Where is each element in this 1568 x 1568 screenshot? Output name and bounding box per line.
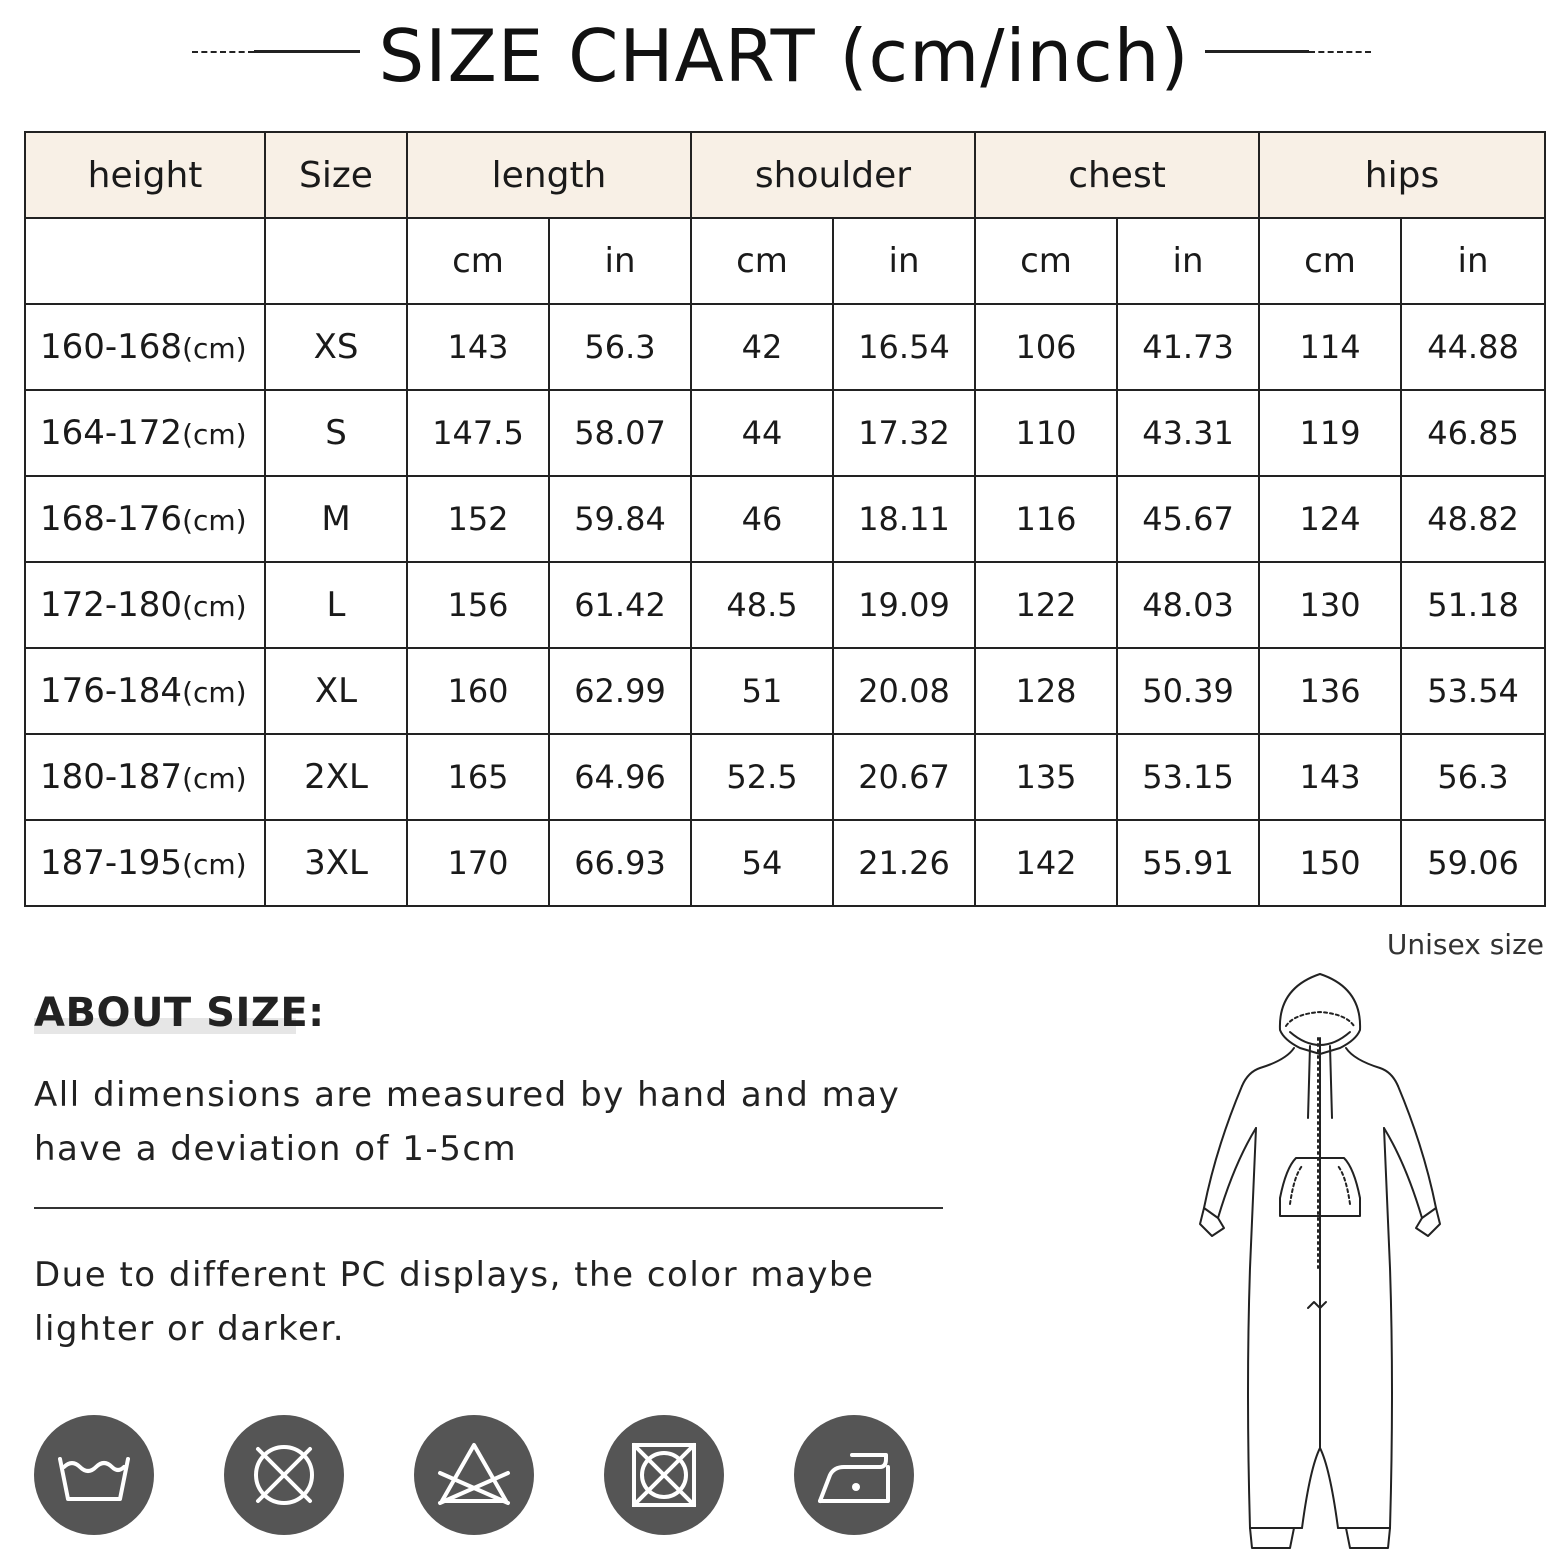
measurement-note: All dimensions are measured by hand and may have a deviation of 1-5cm xyxy=(34,1075,901,1169)
hips-cm-cell: 114 xyxy=(1259,304,1401,390)
hips-cm-cell: 136 xyxy=(1259,648,1401,734)
size-chart-table xyxy=(24,131,1546,907)
shoulder-in-cell: 16.54 xyxy=(833,304,975,390)
chest-cm-cell: 142 xyxy=(975,820,1117,906)
hips-in-cell: 51.18 xyxy=(1401,562,1545,648)
length-in-cell: 64.96 xyxy=(549,734,691,820)
chest-in-cell: 41.73 xyxy=(1117,304,1259,390)
shoulder-in-cell: 21.26 xyxy=(833,820,975,906)
table-row xyxy=(25,390,1545,476)
header-height: height xyxy=(25,132,265,218)
hips-cm-cell: 143 xyxy=(1259,734,1401,820)
height-range: 176-184 xyxy=(40,671,183,711)
length-in-cell: 62.99 xyxy=(549,648,691,734)
unit-row xyxy=(25,218,1545,304)
chest-in-cell: 48.03 xyxy=(1117,562,1259,648)
page-title: SIZE CHART (cm/inch) xyxy=(378,14,1190,98)
length-in-cell: 66.93 xyxy=(549,820,691,906)
unit-cell-empty xyxy=(25,218,265,304)
shoulder-cm-cell: 44 xyxy=(691,390,833,476)
onesie-illustration xyxy=(1190,968,1450,1562)
do-not-tumble-dry-icon xyxy=(604,1415,724,1535)
shoulder-in-cell: 17.32 xyxy=(833,390,975,476)
hips-cm-cell: 150 xyxy=(1259,820,1401,906)
length-cm-cell: 152 xyxy=(407,476,549,562)
table-row xyxy=(25,734,1545,820)
size-cell: S xyxy=(265,390,407,476)
chest-in-cell: 53.15 xyxy=(1117,734,1259,820)
height-cell xyxy=(25,476,265,562)
length-in-cell: 56.3 xyxy=(549,304,691,390)
header-chest: chest xyxy=(975,132,1259,218)
shoulder-in-cell: 20.08 xyxy=(833,648,975,734)
unit-in: in xyxy=(549,218,691,304)
length-cm-cell: 170 xyxy=(407,820,549,906)
shoulder-cm-cell: 48.5 xyxy=(691,562,833,648)
size-cell: XL xyxy=(265,648,407,734)
hips-in-cell: 53.54 xyxy=(1401,648,1545,734)
height-unit: (cm) xyxy=(182,762,247,795)
chest-cm-cell: 122 xyxy=(975,562,1117,648)
size-cell: L xyxy=(265,562,407,648)
height-unit: (cm) xyxy=(182,418,247,451)
unit-cm: cm xyxy=(691,218,833,304)
unit-cell-empty xyxy=(265,218,407,304)
size-cell: M xyxy=(265,476,407,562)
height-range: 187-195 xyxy=(40,843,183,883)
height-cell xyxy=(25,820,265,906)
height-unit: (cm) xyxy=(182,590,247,623)
table-row xyxy=(25,476,1545,562)
height-range: 164-172 xyxy=(40,413,183,453)
chest-in-cell: 45.67 xyxy=(1117,476,1259,562)
shoulder-cm-cell: 51 xyxy=(691,648,833,734)
height-range: 172-180 xyxy=(40,585,183,625)
size-cell: 3XL xyxy=(265,820,407,906)
shoulder-in-cell: 18.11 xyxy=(833,476,975,562)
hand-wash-icon xyxy=(34,1415,154,1535)
shoulder-cm-cell: 46 xyxy=(691,476,833,562)
length-in-cell: 58.07 xyxy=(549,390,691,476)
height-unit: (cm) xyxy=(182,848,247,881)
length-cm-cell: 143 xyxy=(407,304,549,390)
length-cm-cell: 165 xyxy=(407,734,549,820)
height-cell xyxy=(25,648,265,734)
chest-cm-cell: 110 xyxy=(975,390,1117,476)
header-length: length xyxy=(407,132,691,218)
color-note: Due to different PC displays, the color maybe lighter or darker. xyxy=(34,1255,875,1349)
length-in-cell: 61.42 xyxy=(549,562,691,648)
height-unit: (cm) xyxy=(182,676,247,709)
shoulder-cm-cell: 42 xyxy=(691,304,833,390)
unit-cm: cm xyxy=(975,218,1117,304)
title-right-decoration xyxy=(1205,50,1371,54)
header-row xyxy=(25,132,1545,218)
unit-in: in xyxy=(833,218,975,304)
height-cell xyxy=(25,304,265,390)
shoulder-cm-cell: 54 xyxy=(691,820,833,906)
header-hips: hips xyxy=(1259,132,1545,218)
unisex-size-label: Unisex size xyxy=(1386,928,1544,961)
hips-cm-cell: 124 xyxy=(1259,476,1401,562)
hips-in-cell: 44.88 xyxy=(1401,304,1545,390)
unit-cm: cm xyxy=(407,218,549,304)
unit-in: in xyxy=(1117,218,1259,304)
size-cell: 2XL xyxy=(265,734,407,820)
chest-cm-cell: 116 xyxy=(975,476,1117,562)
chest-in-cell: 50.39 xyxy=(1117,648,1259,734)
hips-cm-cell: 130 xyxy=(1259,562,1401,648)
shoulder-in-cell: 19.09 xyxy=(833,562,975,648)
do-not-dry-clean-icon xyxy=(224,1415,344,1535)
chest-cm-cell: 106 xyxy=(975,304,1117,390)
height-cell xyxy=(25,390,265,476)
height-range: 168-176 xyxy=(40,499,183,539)
hips-in-cell: 59.06 xyxy=(1401,820,1545,906)
hips-in-cell: 48.82 xyxy=(1401,476,1545,562)
chest-cm-cell: 128 xyxy=(975,648,1117,734)
about-size-heading: ABOUT SIZE: xyxy=(34,990,325,1036)
table-row xyxy=(25,562,1545,648)
table-row xyxy=(25,648,1545,734)
length-cm-cell: 160 xyxy=(407,648,549,734)
unit-cm: cm xyxy=(1259,218,1401,304)
shoulder-cm-cell: 52.5 xyxy=(691,734,833,820)
chest-cm-cell: 135 xyxy=(975,734,1117,820)
hips-in-cell: 46.85 xyxy=(1401,390,1545,476)
table-row xyxy=(25,820,1545,906)
chest-in-cell: 43.31 xyxy=(1117,390,1259,476)
height-cell xyxy=(25,734,265,820)
iron-low-icon xyxy=(794,1415,914,1535)
title-left-decoration xyxy=(192,50,360,54)
size-cell: XS xyxy=(265,304,407,390)
height-cell xyxy=(25,562,265,648)
height-range: 180-187 xyxy=(40,757,183,797)
hips-cm-cell: 119 xyxy=(1259,390,1401,476)
height-unit: (cm) xyxy=(182,504,247,537)
header-size: Size xyxy=(265,132,407,218)
length-cm-cell: 156 xyxy=(407,562,549,648)
table-row xyxy=(25,304,1545,390)
height-range: 160-168 xyxy=(40,327,183,367)
do-not-bleach-icon xyxy=(414,1415,534,1535)
shoulder-in-cell: 20.67 xyxy=(833,734,975,820)
hips-in-cell: 56.3 xyxy=(1401,734,1545,820)
length-cm-cell: 147.5 xyxy=(407,390,549,476)
height-unit: (cm) xyxy=(182,332,247,365)
section-divider xyxy=(34,1207,943,1209)
length-in-cell: 59.84 xyxy=(549,476,691,562)
unit-in: in xyxy=(1401,218,1545,304)
header-shoulder: shoulder xyxy=(691,132,975,218)
chest-in-cell: 55.91 xyxy=(1117,820,1259,906)
